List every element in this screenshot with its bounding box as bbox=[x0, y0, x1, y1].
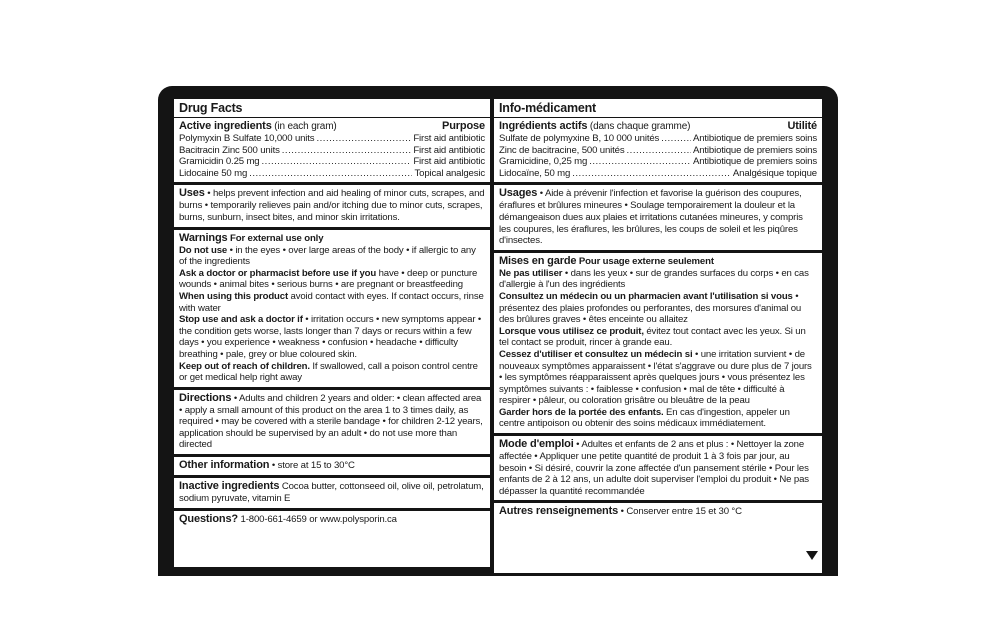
title-section bbox=[494, 99, 822, 118]
ingredient-row: Gramicidine, 0,25 mg ..... Antibiotique de premiers soins bbox=[499, 156, 817, 168]
info-medicament-title: Info-médicament bbox=[499, 101, 597, 115]
inactive-ingredients-section: Inactive ingredients Cocoa butter, cottonseed oil, olive oil, petrolatum, sodium pyruvate, vitamin E bbox=[174, 478, 490, 511]
continue-arrow-icon bbox=[806, 551, 818, 560]
drug-facts-title: Drug Facts bbox=[179, 101, 243, 115]
warnings-section: Mises en garde Pour usage externe seulement Ne pas utiliser • dans les yeux • sur de grandes surfaces du corps • en cas d'allergie à l'un des ingrédients Consultez un médecin ou un pharmacien avant l'utilisation si vous • présentez des plaies profondes ou perforantes, des morsures d'animal ou des brûlures graves • êtes enceinte ou allaitez Lorsque vous utilisez ce produit, évitez tout contact avec les yeux. Si un tel contact se produit, rincer à grande eau. Cessez d'utiliser et consultez un médecin si • une irritation survient • de nouveaux symptômes apparaissent • l'état s'aggrave ou dure plus de 7 jours • les symptômes réapparaissent après quelques jours • vous présentez les symptômes suivants : • faiblesse • confusion • mal de tête • difficulté à respirer • pâleur, ou coloration grisâtre ou bleuâtre de la peau Garder hors de la portée des enfants. En cas d'ingestion, appeler un centre antipoison ou obtenir des soins médicaux immédiatement. bbox=[494, 253, 822, 436]
ingredient-row: Gramicidin 0.25 mg ..... First aid antibiotic bbox=[179, 156, 485, 168]
active-ingredients-section: Active ingredients (in each gram) Purpose Polymyxin B Sulfate 10,000 units ..... First aid antibiotic Bacitracin Zinc 500 units ..... First aid antibiotic Gramicidin 0.25 mg ..... First aid antibiotic Lidocaine 50 mg ..... Topical analgesic bbox=[174, 118, 490, 185]
purpose-heading: Purpose bbox=[442, 120, 485, 132]
ingredient-row: Sulfate de polymyxine B, 10 000 unités ..... Antibiotique de premiers soins bbox=[499, 133, 817, 145]
uses-section: Usages • Aide à prévenir l'infection et favorise la guérison des coupures, éraflures et brûlures mineures • Soulage temporairement la douleur et la démangeaison dues aux plaies et irritations cutanées mineures, y compris les coupures, les éraflures, les brûlures, les coups de soleil et les piqûres d'insectes. bbox=[494, 185, 822, 252]
other-information-section: Other information • store at 15 to 30°C bbox=[174, 457, 490, 478]
questions-section: Questions? 1-800-661-4659 or www.polysporin.ca bbox=[179, 512, 397, 525]
uses-section: Uses • helps prevent infection and aid healing of minor cuts, scrapes, and burns • temporarily relieves pain and/or itching due to minor cuts, scrapes, burns, sunburn, insect bites, and minor skin irritations. bbox=[174, 185, 490, 229]
ingredient-row: Lidocaine 50 mg ..... Topical analgesic bbox=[179, 168, 485, 180]
ingredient-row: Lidocaïne, 50 mg ..... Analgésique topique bbox=[499, 168, 817, 180]
other-information-section: Autres renseignements • Conserver entre 15 et 30 °C bbox=[499, 505, 742, 518]
title-section bbox=[174, 99, 490, 118]
directions-section: Mode d'emploi • Adultes et enfants de 2 ans et plus : • Nettoyer la zone affectée • Appliquer une petite quantité de produit 1 à 3 fois par jour, au besoin • Si désiré, couvrir la zone affectée d'un pansement stérile • Pour les enfants de 2 à 12 ans, un adulte doit superviser l'emploi du produit • Ne pas dépasser la quantité recommandée bbox=[494, 436, 822, 503]
warnings-section: Warnings For external use only Do not use • in the eyes • over large areas of the body • if allergic to any of the ingredients Ask a doctor or pharmacist before use if you have • deep or puncture wounds • animal bites • serious burns • are pregnant or breastfeeding When using this product avoid contact with eyes. If contact occurs, rinse with water Stop use and ask a doctor if • irritation occurs • new symptoms appear • the condition gets worse, lasts longer than 7 days or recurs within a few days • you experience • weakness • confusion • headache • difficulty breathing • pale, grey or blue coloured skin. Keep out of reach of children. If swallowed, call a poison control centre or get medical help right away bbox=[174, 230, 490, 390]
drug-facts-french bbox=[494, 99, 822, 573]
directions-section: Directions • Adults and children 2 years and older: • clean affected area • apply a small amount of this product on the area 1 to 3 times daily, as required • may be covered with a sterile bandage • for children 2-12 years, application should be supervised by an adult • do not use more than directed bbox=[174, 390, 490, 457]
ingredient-row: Zinc de bacitracine, 500 unités ..... Antibiotique de premiers soins bbox=[499, 145, 817, 157]
ingredient-row: Polymyxin B Sulfate 10,000 units ..... First aid antibiotic bbox=[179, 133, 485, 145]
active-ingredients-heading: Active ingredients bbox=[179, 120, 272, 132]
drug-facts-english bbox=[174, 99, 490, 567]
active-ingredients-section: Ingrédients actifs (dans chaque gramme) Utilité Sulfate de polymyxine B, 10 000 unités ..... Antibiotique de premiers soins Zinc de bacitracine, 500 unités ..... Antibiotique de premiers soins Gramicidine, 0,25 mg ..... Antibiotique de premiers soins Lidocaïne, 50 mg ..... Analgésique topique bbox=[494, 118, 822, 185]
ingredient-row: Bacitracin Zinc 500 units ..... First aid antibiotic bbox=[179, 145, 485, 157]
